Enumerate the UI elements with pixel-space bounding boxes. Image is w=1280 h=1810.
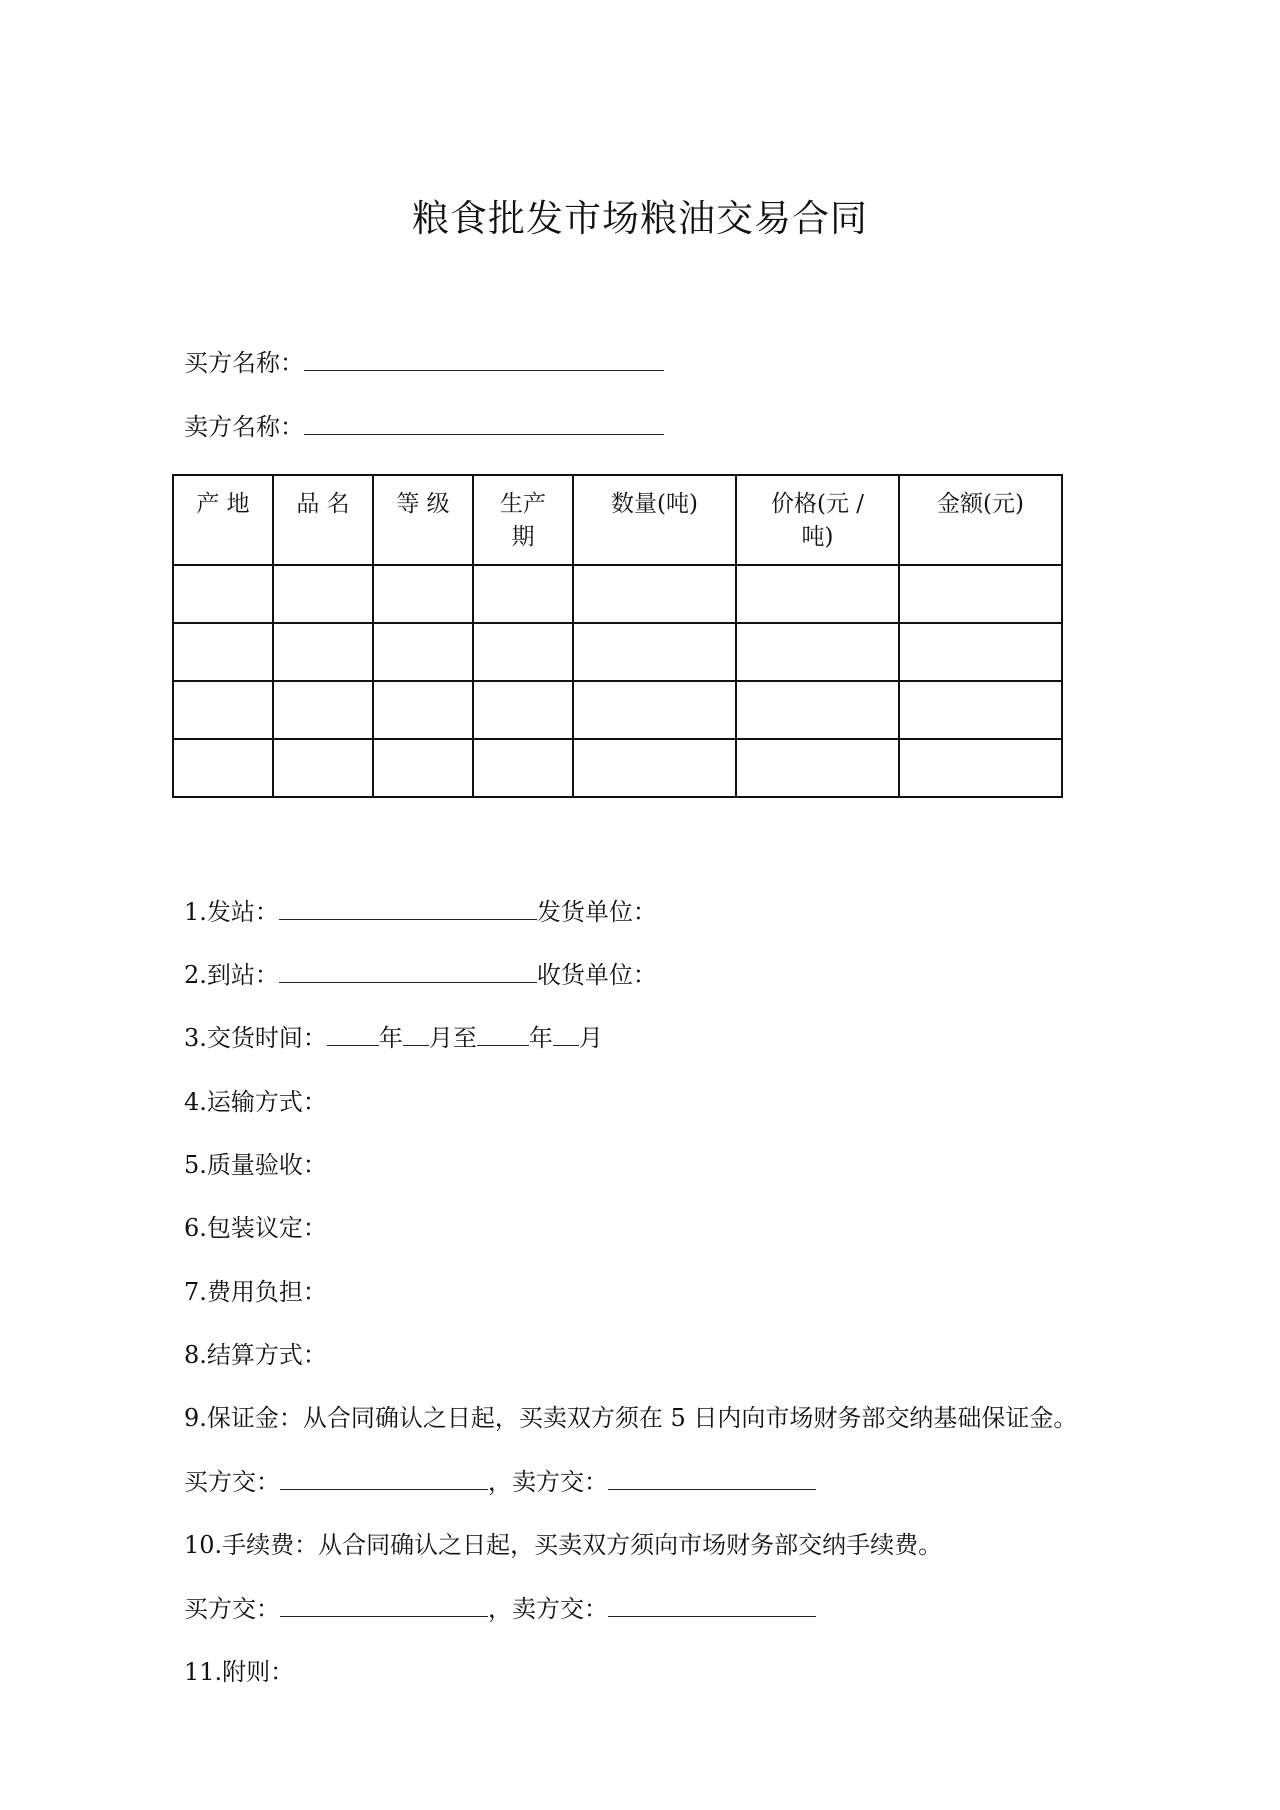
clause-2 [184,958,657,992]
table-cell[interactable] [273,623,373,681]
table-cell[interactable] [173,681,273,739]
start-month-field[interactable] [403,1021,429,1046]
shipper-label: 发货单位： [536,898,657,926]
table-cell[interactable] [373,739,473,797]
comma-separator: ， [488,1595,512,1623]
header-origin: 产 地 [173,475,273,565]
contract-title: 粮食批发市场粮油交易合同 [412,197,868,240]
arrival-station-field[interactable] [279,958,537,983]
clause-7: 7.费用负担： [184,1278,327,1306]
seller-name-label: 卖方名称： [184,413,304,441]
seller-name-line [184,410,664,444]
end-month-field[interactable] [553,1021,579,1046]
table-cell[interactable] [899,565,1062,623]
clause-9-payment [184,1465,816,1499]
clause-2-label: 2.到站： [184,961,279,989]
clause-3-label: 3.交货时间： [184,1024,327,1052]
goods-table [172,474,1063,798]
buyer-deposit-field[interactable] [280,1465,488,1490]
header-quantity: 数量(吨) [573,475,736,565]
end-year-field[interactable] [477,1021,529,1046]
month-to-label: 月至 [428,1024,477,1052]
consignee-label: 收货单位： [536,961,657,989]
table-cell[interactable] [173,739,273,797]
clause-11: 11.附则： [184,1658,295,1686]
clause-3 [184,1021,603,1055]
table-cell[interactable] [473,565,573,623]
table-row [173,739,1062,797]
table-cell[interactable] [273,739,373,797]
table-cell[interactable] [373,565,473,623]
table-cell[interactable] [473,623,573,681]
table-row [173,565,1062,623]
table-cell[interactable] [473,681,573,739]
table-cell[interactable] [736,565,899,623]
seller-deposit-field[interactable] [608,1465,816,1490]
clause-8: 8.结算方式： [184,1341,327,1369]
clause-9: 9.保证金：从合同确认之日起，买卖双方须在 5 日内向市场财务部交纳基础保证金。 [184,1404,1078,1432]
month-label: 月 [578,1024,603,1052]
clause-10-payment [184,1592,816,1626]
table-cell[interactable] [173,565,273,623]
departure-station-field[interactable] [279,895,537,920]
table-cell[interactable] [736,739,899,797]
clause-10: 10.手续费：从合同确认之日起，买卖双方须向市场财务部交纳手续费。 [184,1531,943,1559]
header-grade: 等 级 [373,475,473,565]
clause-4: 4.运输方式： [184,1088,327,1116]
goods-table-header [173,475,1062,565]
year-label: 年 [528,1024,553,1052]
table-cell[interactable] [736,681,899,739]
table-cell[interactable] [573,739,736,797]
header-price: 价格(元 / 吨) [736,475,899,565]
table-cell[interactable] [573,565,736,623]
table-cell[interactable] [173,623,273,681]
seller-name-field[interactable] [304,410,664,435]
buyer-fee-field[interactable] [280,1592,488,1617]
seller-fee-field[interactable] [608,1592,816,1617]
table-cell[interactable] [573,681,736,739]
table-cell[interactable] [899,739,1062,797]
buyer-pay-label: 买方交： [184,1468,280,1496]
clause-1 [184,895,657,929]
buyer-name-label: 买方名称： [184,349,304,377]
start-year-field[interactable] [327,1021,379,1046]
comma-separator: ， [488,1468,512,1496]
table-cell[interactable] [899,681,1062,739]
table-row [173,681,1062,739]
header-product-name: 品 名 [273,475,373,565]
clause-1-label: 1.发站： [184,898,279,926]
table-row [173,623,1062,681]
table-cell[interactable] [373,623,473,681]
buyer-pay-label: 买方交： [184,1595,280,1623]
seller-pay-label: 卖方交： [512,1468,608,1496]
table-cell[interactable] [573,623,736,681]
table-cell[interactable] [736,623,899,681]
clause-6: 6.包装议定： [184,1214,327,1242]
table-cell[interactable] [899,623,1062,681]
header-production-date: 生产期 [473,475,573,565]
table-cell[interactable] [373,681,473,739]
table-cell[interactable] [273,681,373,739]
table-cell[interactable] [273,565,373,623]
seller-pay-label: 卖方交： [512,1595,608,1623]
header-amount: 金额(元) [899,475,1062,565]
table-cell[interactable] [473,739,573,797]
year-label: 年 [378,1024,403,1052]
clause-5: 5.质量验收： [184,1151,327,1179]
buyer-name-line [184,346,664,380]
buyer-name-field[interactable] [304,346,664,371]
